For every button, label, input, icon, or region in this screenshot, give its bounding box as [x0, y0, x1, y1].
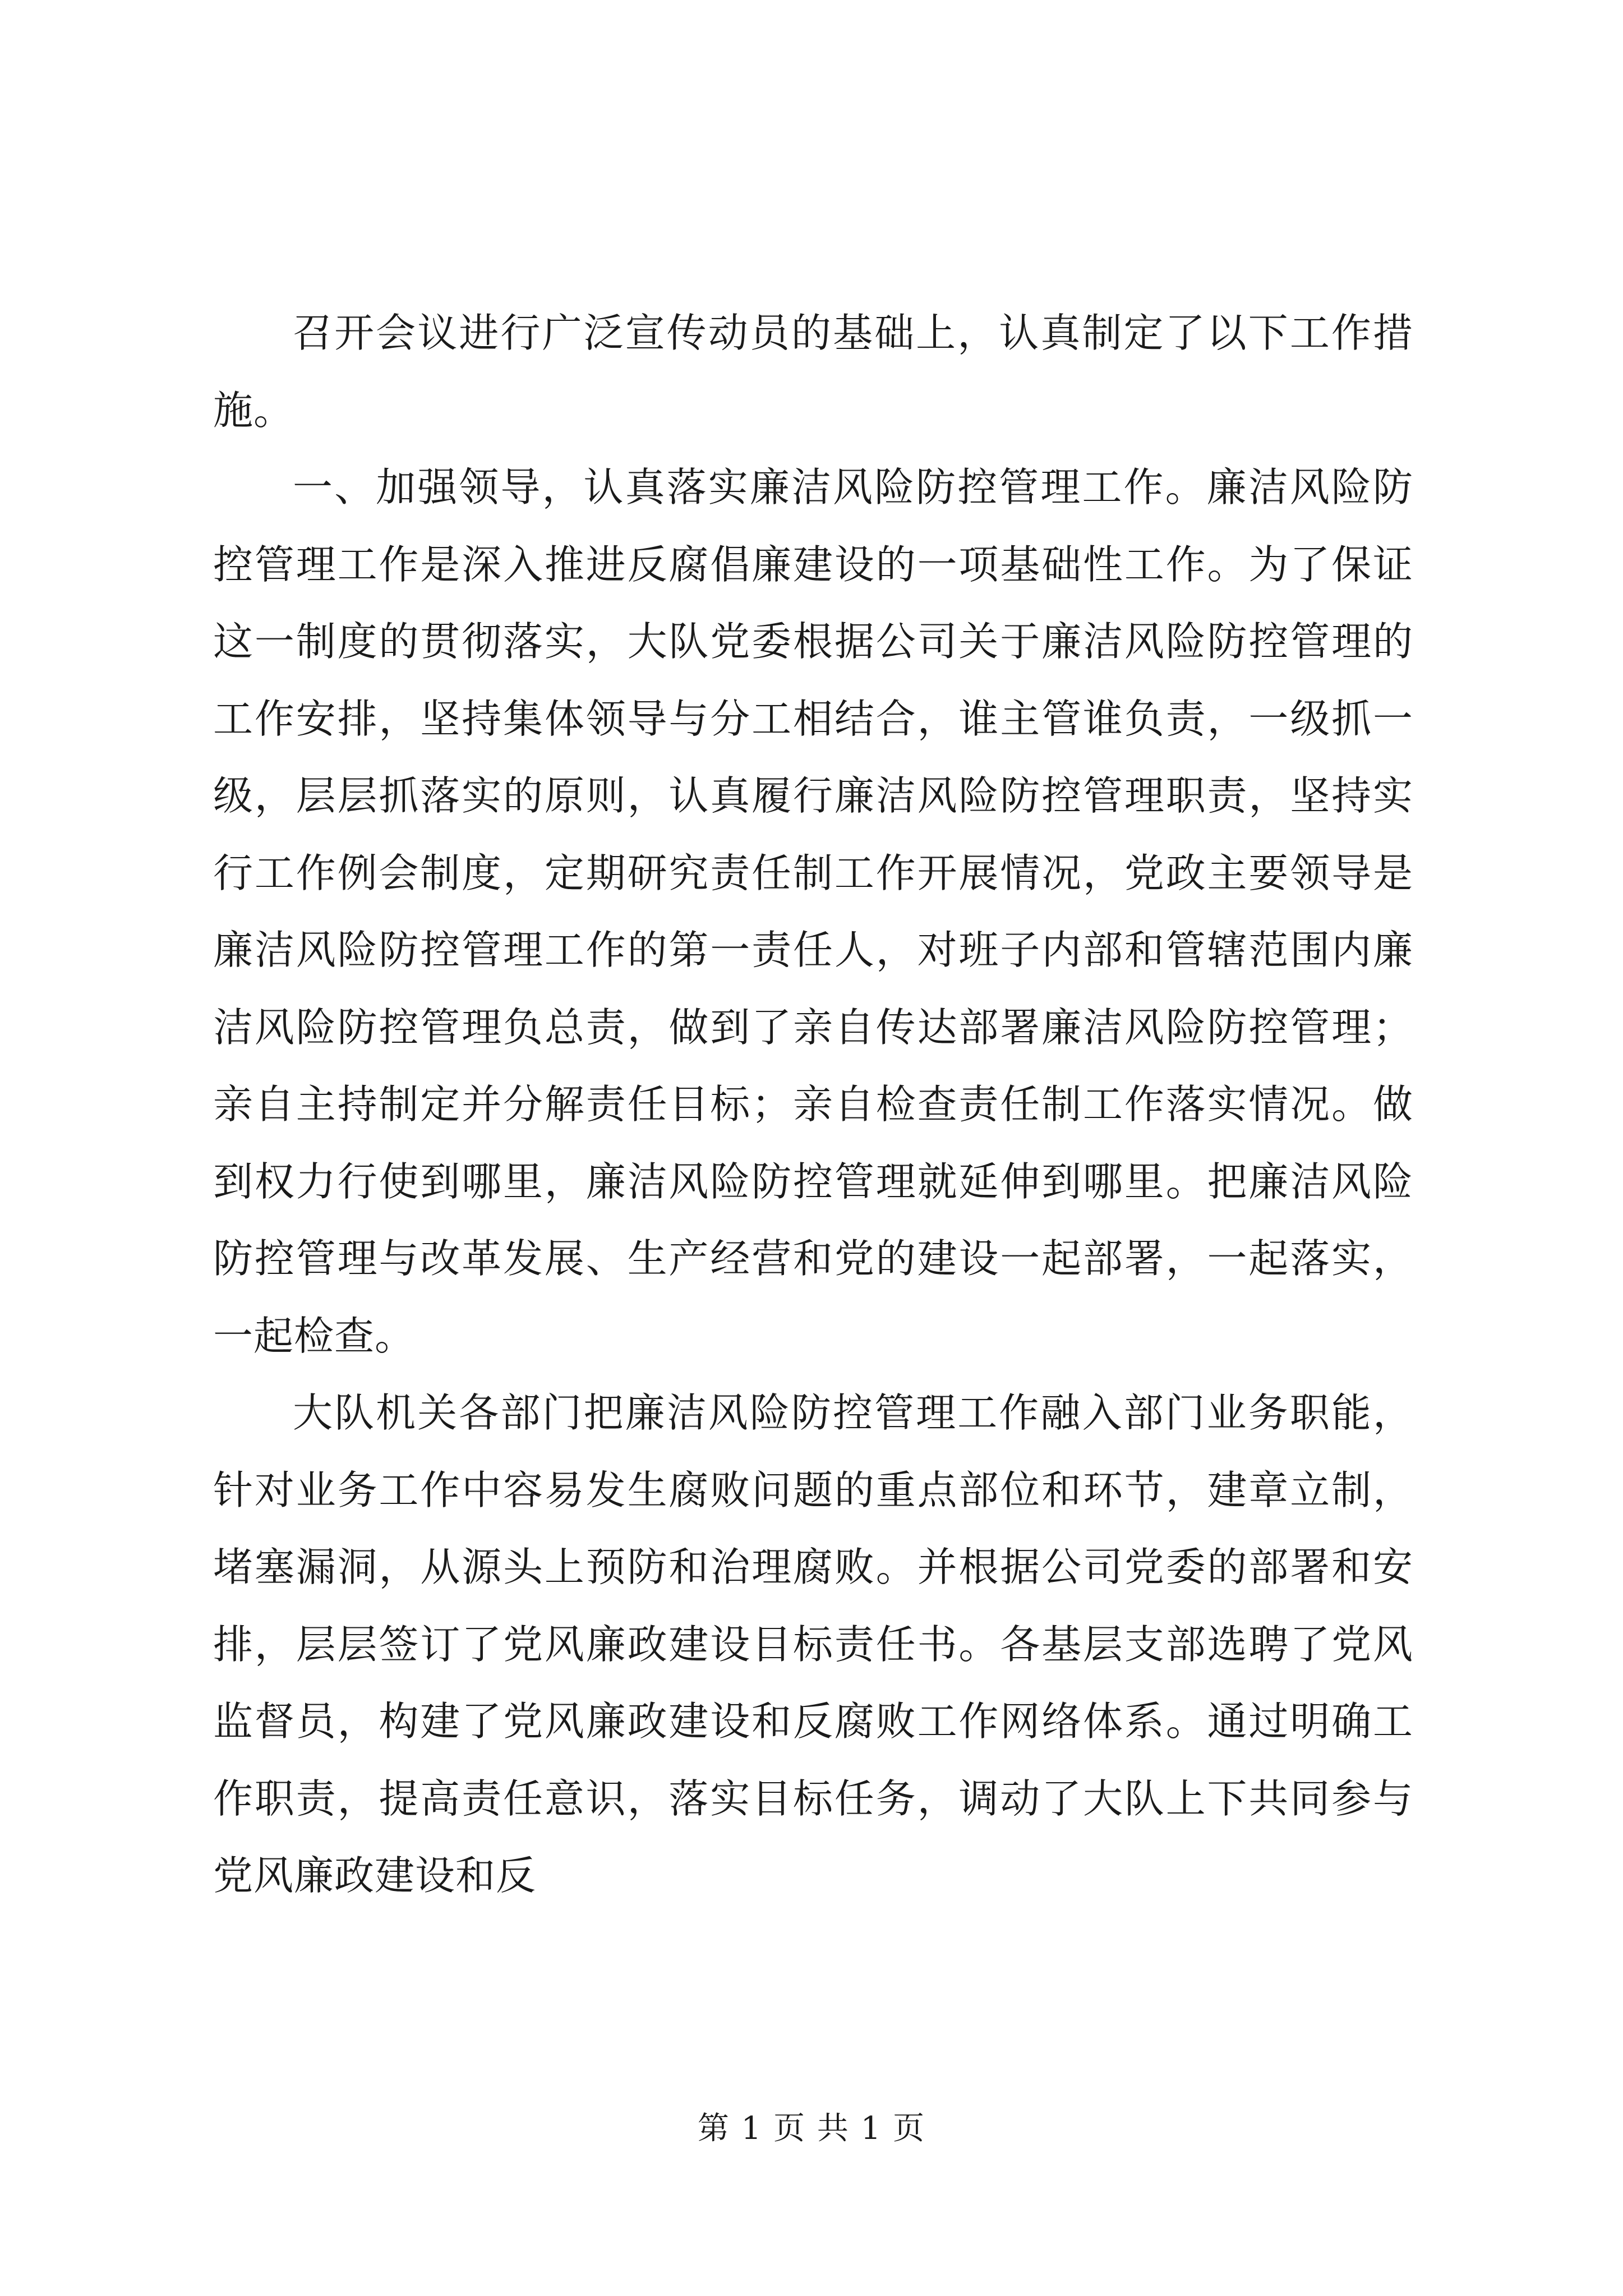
paragraph-intro: 召开会议进行广泛宣传动员的基础上，认真制定了以下工作措施。: [213, 310, 1413, 434]
paragraph-departments: 大队机关各部门把廉洁风险防控管理工作融入部门业务职能，针对业务工作中容易发生腐败问题的重点部位和环节，建章立制，堵塞漏洞，从源头上预防和治理腐败。并根据公司党委的部署和安排，层层签订了党风廉政建设目标责任书。各基层支部选聘了党风监督员，构建了党风廉政建设和反腐败工作网络体系。通过明确工作职责，提高责任意识，落实目标任务，调动了大队上下共同参与党风廉政建设和反: [213, 1389, 1413, 1899]
page-number-footer: 第 1 页 共 1 页: [697, 2110, 926, 2147]
paragraph-section-one: 一、加强领导，认真落实廉洁风险防控管理工作。廉洁风险防控管理工作是深入推进反腐倡廉建设的一项基础性工作。为了保证这一制度的贯彻落实，大队党委根据公司关于廉洁风险防控管理的工作安排，坚持集体领导与分工相结合，谁主管谁负责，一级抓一级，层层抓落实的原则，认真履行廉洁风险防控管理职责，坚持实行工作例会制度，定期研究责任制工作开展情况，党政主要领导是廉洁风险防控管理工作的第一责任人，对班子内部和管辖范围内廉洁风险防控管理负总责，做到了亲自传达部署廉洁风险防控管理；亲自主持制定并分解责任目标；亲自检查责任制工作落实情况。做到权力行使到哪里，廉洁风险防控管理就延伸到哪里。把廉洁风险防控管理与改革发展、生产经营和党的建设一起部署，一起落实，一起检查。: [213, 464, 1413, 1359]
document-body: [213, 295, 1413, 1915]
